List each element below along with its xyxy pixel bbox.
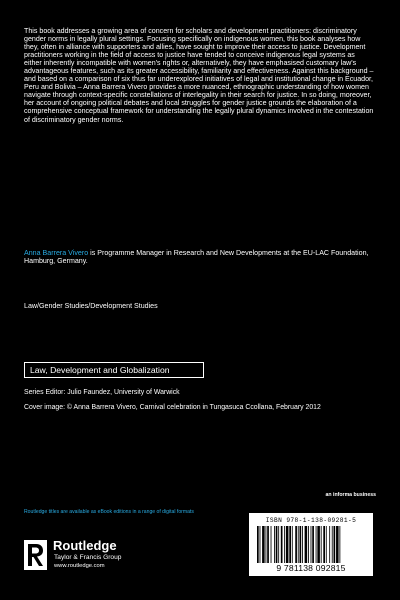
barcode-icon <box>257 526 365 563</box>
isbn-label: ISBN 978-1-138-09281-5 <box>265 517 357 524</box>
informa-tagline: an informa business <box>325 492 376 498</box>
barcode-bar <box>311 526 312 563</box>
barcode-number: 9 781138 092815 <box>276 563 346 573</box>
author-name: Anna Barrera Vivero <box>24 249 89 257</box>
publisher-group: Taylor & Francis Group <box>54 554 122 561</box>
cover-credit: Cover image: © Anna Barrera Vivero, Carnival celebration in Tungasuca Ccollana, February 2012 <box>24 404 321 411</box>
barcode-bar <box>317 526 320 563</box>
ebook-note: Routledge titles are available as eBook editions in a range of digital formats <box>24 509 194 515</box>
barcode-bar <box>257 526 259 563</box>
barcode-bar <box>300 526 302 563</box>
barcode-bar <box>332 526 333 563</box>
series-title: Law, Development and Globalization <box>30 365 170 375</box>
publisher-url: www.routledge.com <box>54 563 105 569</box>
book-blurb: This book addresses a growing area of concern for scholars and development practitioners: discriminatory gender norms in legally plural settings. Focusing specifically on indigenous women, this book analyses how they, often in alliance with supporters and allies, have sought to improve their access to justice. Development practitioners working in the field of access to justice have tended to conceive indigenous legal systems as either inherently incompatible with women's rights or, alternatively, they have emphasised customary law's advantageous features, such as its greater accessibility, familiarity and effectiveness. Against this background – and based on a comparison of six thus far underexplored initiatives of legal and institutional change in Ecuador, Peru and Bolivia – Anna Barrera Vivero provides a more nuanced, ethnographic understanding of how women navigate through context-specific constellations of interlegality in their search for justice. In so doing, moreover, her account of ongoing political debates and local struggles for gender justice grounds the elaboration of a comprehensive conceptual framework for understanding the legally plural dynamics involved in the contestation of discriminatory gender norms. <box>24 27 374 124</box>
author-bio <box>24 249 374 265</box>
barcode-bar <box>292 526 293 563</box>
author-bio-text: is Programme Manager in Research and New Developments at the EU-LAC Foundation, Hamburg, Germany. <box>24 249 369 266</box>
barcode-bar <box>302 526 303 563</box>
barcode-bar <box>267 526 269 563</box>
routledge-logo-icon <box>24 540 47 570</box>
barcode-bar <box>334 526 336 563</box>
barcode-bar <box>336 526 339 563</box>
barcode-bar <box>286 526 289 563</box>
barcode-bar <box>305 526 308 563</box>
barcode-bar <box>308 526 309 563</box>
barcode-bar <box>312 526 314 563</box>
barcode-bar <box>339 526 340 563</box>
series-title-box <box>24 362 204 378</box>
barcode-bar <box>284 526 285 563</box>
barcode-bar <box>289 526 291 563</box>
publisher-name: Routledge <box>53 538 117 553</box>
barcode-panel <box>249 513 373 576</box>
barcode-bar <box>276 526 278 563</box>
barcode-bar <box>260 526 261 563</box>
barcode-bar <box>323 526 325 563</box>
barcode-bar <box>298 526 299 563</box>
barcode-bar <box>295 526 297 563</box>
series-editor: Series Editor: Julio Faundez, University of Warwick <box>24 389 180 396</box>
barcode-bar <box>266 526 267 563</box>
barcode-bar <box>329 526 330 563</box>
barcode-bar <box>274 526 275 563</box>
subject-categories: Law/Gender Studies/Development Studies <box>24 302 158 310</box>
barcode-bar <box>278 526 279 563</box>
publisher-logo <box>24 538 174 574</box>
barcode-bar <box>326 526 327 563</box>
barcode-bar <box>281 526 283 563</box>
barcode-bar <box>321 526 322 563</box>
barcode-bar <box>271 526 272 563</box>
barcode-bar <box>316 526 317 563</box>
barcode-bar <box>262 526 265 563</box>
